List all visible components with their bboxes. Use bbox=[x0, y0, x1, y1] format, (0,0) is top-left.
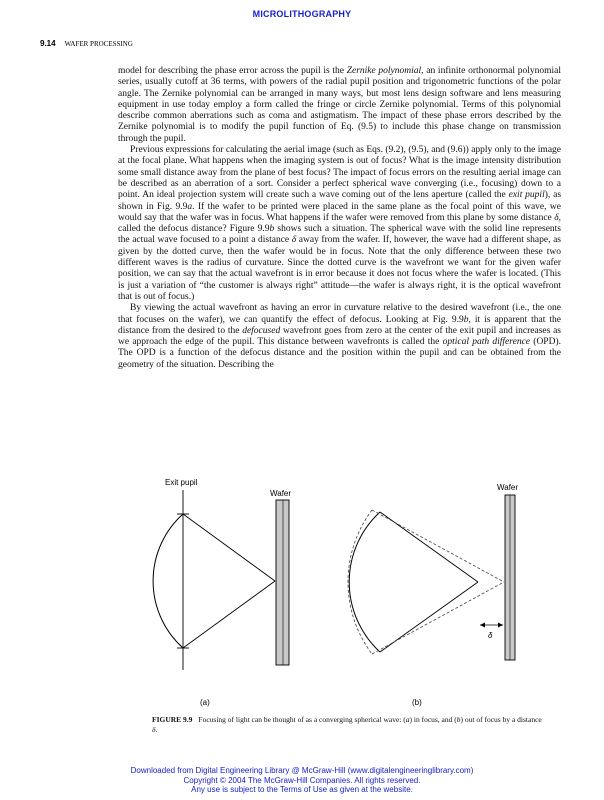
book-title-header: MICROLITHOGRAPHY bbox=[252, 9, 352, 19]
body-text bbox=[118, 66, 561, 371]
paragraph-2 bbox=[118, 145, 561, 303]
term-exit-pupil: exit pupil bbox=[508, 190, 545, 201]
panel-a-label: (a) bbox=[200, 698, 210, 707]
text-run: , it is apparent that the distance from the desired to the bbox=[118, 314, 561, 336]
caption-ref-a: a bbox=[405, 715, 410, 724]
caption-ref-b: b bbox=[456, 715, 461, 724]
term-zernike-polynomial: Zernike polynomial bbox=[346, 66, 422, 76]
caption-delta: δ bbox=[152, 725, 156, 734]
ray-bottom-a bbox=[183, 581, 275, 648]
desired-ray-bottom bbox=[372, 582, 504, 654]
footer-download-link[interactable]: Downloaded from Digital Engineering Library @ McGraw-Hill (www.digitalengineeringlibrary.com) bbox=[130, 766, 474, 775]
panel-b-label: (b) bbox=[412, 698, 422, 707]
ray-top-a bbox=[183, 514, 275, 581]
text-run: ), as shown in Fig. 9.9 bbox=[118, 190, 562, 212]
delta-arrowhead-right bbox=[498, 623, 503, 628]
caption-text: ) out of focus by a distance bbox=[460, 715, 542, 724]
desired-ray-top bbox=[372, 510, 504, 582]
figure-caption bbox=[152, 715, 542, 735]
wafer-a bbox=[276, 500, 289, 665]
text-run: , an infinite orthonormal polynomial series, usually cutoff at 36 terms, with powers of the radial pupil position and trigonometric functions of the polar angle. The Zernike polynomial can be arranged in many ways, but most lens design software and lens measuring equipment in use today employ a form called the fringe or circle Zernike polynomial. Terms of this polynomial describe common aberrations such as coma and astigmatism. The impact of these phase errors described by the Zernike polynomial is to modify the pupil function of Eq. (9.5) to include this phase change on transmission through the pupil. bbox=[118, 66, 562, 144]
text-run: , called the defocus distance? Figure 9.9 bbox=[118, 212, 561, 235]
delta-symbol: δ bbox=[291, 235, 297, 246]
figure-caption-label: FIGURE 9.9 bbox=[152, 715, 193, 724]
text-run: Previous expressions for calculating the aerial image (such as Eqs. (9.2), (9.5), and (9.6)) apply only to the image at the focal plane. What happens when the imaging system is out of focus? What is the image intensity distribution some small distance away from the plane of best focus? The impact of focus errors on the resulting aerial image can be described as an aberration of a sort. Consider a perfect spherical wave converging (i.e., focusing) down to a point. An ideal projection system will create such a wave coming out of the lens aperture (called the bbox=[118, 145, 561, 201]
caption-text: Focusing of light can be thought of as a converging spherical wave: ( bbox=[198, 715, 406, 724]
exit-pupil-label: Exit pupil bbox=[165, 478, 198, 487]
wafer-label-a: Wafer bbox=[270, 489, 292, 498]
actual-wavefront bbox=[349, 512, 380, 652]
text-run: wavefront goes from zero at the center of the exit pupil and increases as we approach the edge of the pupil. This distance between wavefronts is called the bbox=[118, 325, 561, 348]
desired-wavefront bbox=[348, 510, 372, 654]
panel-a bbox=[153, 478, 291, 707]
chapter-title: WAFER PROCESSING bbox=[64, 40, 133, 48]
caption-text: . bbox=[155, 725, 158, 734]
term-defocused: defocused bbox=[242, 325, 281, 336]
figure-9-9 bbox=[0, 470, 604, 710]
paragraph-1 bbox=[118, 66, 561, 145]
fig-ref-b: b bbox=[463, 314, 469, 325]
paragraph-3 bbox=[118, 303, 561, 371]
footer bbox=[0, 766, 604, 795]
text-run: away from the wafer. If, however, the wave had a different shape, as given by the dotted curve, then the wafer would be in focus. Note that the only difference between these two different waves is the radius of curvature. Since the dotted curve is the wavefront we want for the given wafer position, we can say that the actual wavefront is in error because it does not focus where the wafer is located. (This is just a variation of “the customer is always right” attitude—the wafer is always right, it is the optical wavefront that is out of focus.) bbox=[118, 235, 561, 302]
text-run: By viewing the actual wavefront as having an error in curvature relative to the desired wavefront (i.e., the one that focuses on the wafer), we can quantify the effect of defocus. Looking at Fig. 9.9 bbox=[118, 303, 561, 325]
text-run: . If the wafer to be printed were placed in the same plane as the focal point of this wave, we would say that the wafer was in focus. What happens if the wafer were removed from this plane by some distance bbox=[118, 201, 561, 223]
text-run: (OPD). The OPD is a function of the defocus distance and the position within the pupil and can be obtained from the geometry of the situation. Describing the bbox=[118, 337, 561, 370]
wafer-label-b: Wafer bbox=[497, 483, 519, 492]
footer-terms: Any use is subject to the Terms of Use as given at the website. bbox=[191, 785, 413, 794]
spherical-wavefront-a bbox=[153, 514, 183, 648]
footer-copyright: Copyright © 2004 The McGraw-Hill Companies. All rights reserved. bbox=[183, 775, 421, 785]
term-optical-path-difference: optical path difference bbox=[442, 337, 531, 348]
fig-ref-a: a bbox=[187, 201, 193, 212]
delta-arrowhead-left bbox=[480, 623, 485, 628]
caption-text: ) in focus, and ( bbox=[409, 715, 457, 724]
panel-b bbox=[348, 483, 518, 707]
delta-label: δ bbox=[488, 631, 493, 640]
figure-diagram bbox=[0, 470, 604, 710]
page-number: 9.14 bbox=[40, 39, 56, 48]
delta-symbol: δ bbox=[554, 212, 559, 223]
text-run: shows such a situation. The spherical wave with the solid line represents the actual wave focused to a point a distance bbox=[118, 224, 561, 246]
running-head bbox=[40, 39, 133, 48]
text-run: model for describing the phase error across the pupil is the bbox=[118, 66, 347, 76]
fig-ref-b: b bbox=[269, 224, 275, 235]
